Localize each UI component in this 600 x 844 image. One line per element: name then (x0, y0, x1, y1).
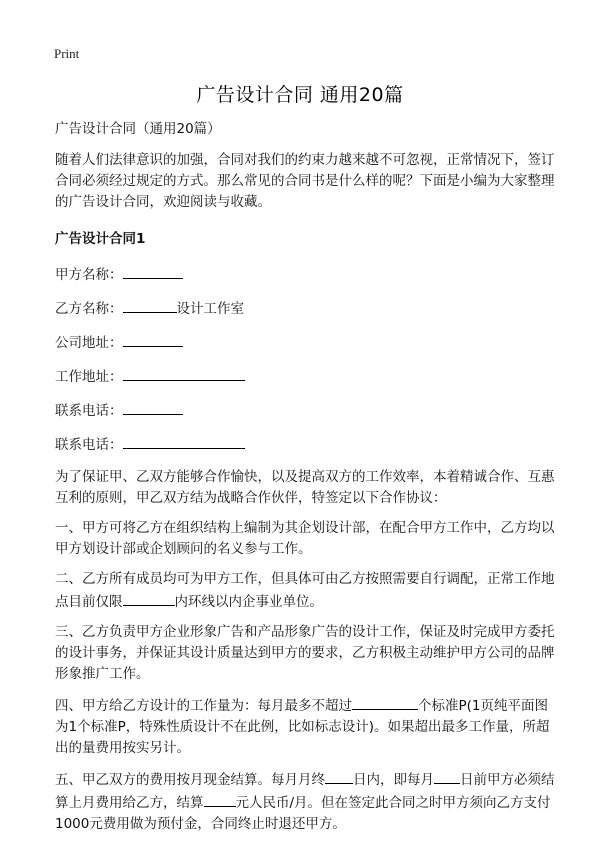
clause-text: 五、甲乙双方的费用按月现金结算。每月月终 (55, 772, 325, 788)
blank-line (123, 365, 245, 381)
blank-line (123, 331, 183, 347)
print-label: Print (54, 46, 80, 61)
clause-text: 元人民币/月。但在签定此合同之时甲方须向乙方支付1000元费用做为预付金，合同终止时退还甲方。 (55, 795, 551, 832)
blank-line (123, 263, 183, 279)
clause-text: 内环线以内企事业单位。 (174, 594, 323, 610)
intro-paragraph: 随着人们法律意识的加强，合同对我们的约束力越来越不可忽视，正常情况下，签订合同必须经过规定的方式。那么常见的合同书是什么样的呢？下面是小编为大家整理的广告设计合同，欢迎阅读与收藏。 (55, 152, 555, 210)
document-body (55, 119, 555, 844)
clause-text: 四、甲方给乙方设计的工作量为：每月最多不超过 (55, 698, 352, 714)
clause-text: 个标准P(1页纯平面图为1个标准P，特殊性质设计不在此例，比如标志设计)。如果超出最多工作量，所超出的量费用按实另计。 (55, 698, 550, 756)
blank-line (123, 433, 245, 449)
blank-line (123, 297, 177, 313)
party-b-name-field (55, 297, 555, 320)
blank-line (204, 791, 236, 807)
clause-1: 一、甲方可将乙方在组织结构上编制为其企划设计部，在配合甲方工作中，乙方均以甲方划设计部或企划顾问的名义参与工作。 (55, 520, 555, 557)
work-address-field (55, 365, 555, 388)
clause-text: 二、乙方所有成员均可为甲方工作，但具体可由乙方按照需要自行调配，正常工作地点目前仅限 (55, 571, 555, 610)
clause-text: 日内，即每月 (353, 772, 434, 788)
blank-line (325, 768, 353, 784)
blank-line (123, 399, 183, 415)
purpose-paragraph: 为了保证甲、乙双方能够合作愉快，以及提高双方的工作效率，本着精诚合作、互惠互利的原则，甲乙双方结为战略合作伙伴，特签定以下合作协议： (55, 469, 555, 506)
clause-3: 三、乙方负责甲方企业形象广告和产品形象广告的设计工作，保证及时完成甲方委托的设计事务，并保证其设计质量达到甲方的要求，乙方积极主动维护甲方公司的品牌形象推广工作。 (55, 624, 555, 682)
company-address-field (55, 331, 555, 354)
blank-line (352, 694, 418, 710)
field-label: 乙方名称： (55, 301, 123, 317)
contact-phone-field-2 (55, 433, 555, 456)
clause-text: 日前甲方必须结算上月费用给乙方，结算 (55, 772, 555, 811)
blank-line (123, 590, 175, 606)
field-label: 工作地址： (55, 369, 123, 385)
field-label: 公司地址： (55, 335, 123, 351)
blank-line (434, 768, 460, 784)
clause-4 (55, 694, 555, 759)
field-label: 联系电话： (55, 437, 123, 453)
field-suffix: 设计工作室 (176, 301, 244, 317)
clause-2 (55, 569, 555, 613)
section-heading: 广告设计合同1 (55, 231, 146, 247)
document-subtitle: 广告设计合同（通用20篇） (55, 121, 221, 137)
document-title: 广告设计合同 通用20篇 (196, 84, 404, 106)
field-label: 联系电话： (55, 403, 123, 419)
clause-5 (55, 768, 555, 835)
contact-phone-field (55, 399, 555, 422)
field-label: 甲方名称： (55, 267, 123, 283)
party-a-name-field (55, 263, 555, 286)
